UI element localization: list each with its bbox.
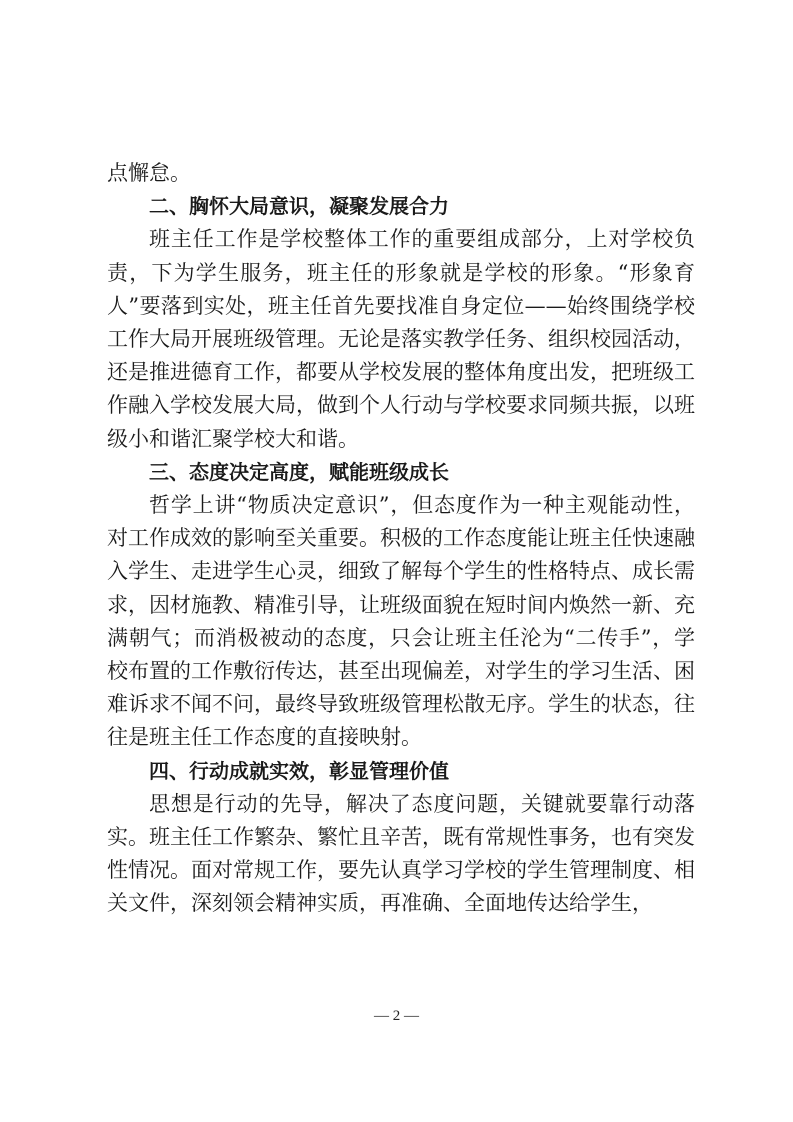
section-heading: 二、胸怀大局意识，凝聚发展合力 xyxy=(149,194,449,219)
document-body xyxy=(107,157,695,921)
section-paragraph: 班主任工作是学校整体工作的重要组成部分，上对学校负责，下为学生服务，班主任的形象就是学校的形象。“形象育人”要落到实处，班主任首先要找准自身定位——始终围绕学校工作大局开展班级管理。无论是落实教学任务、组织校园活动，还是推进德育工作，都要从学校发展的整体角度出发，把班级工作融入学校发展大局，做到个人行动与学校要求同频共振，以班级小和谐汇聚学校大和谐。 xyxy=(107,227,695,451)
section-heading: 三、态度决定高度，赋能班级成长 xyxy=(149,459,449,484)
section-heading: 四、行动成就实效，彰显管理价值 xyxy=(149,758,449,783)
section-paragraph: 思想是行动的先导，解决了态度问题，关键就要靠行动落实。班主任工作繁杂、繁忙且辛苦，既有常规性事务，也有突发性情况。面对常规工作，要先认真学习学校的学生管理制度、相关文件，深刻领会精神实质，再准确、全面地传达给学生， xyxy=(107,791,695,916)
section-paragraph: 哲学上讲“物质决定意识”，但态度作为一种主观能动性，对工作成效的影响至关重要。积极的工作态度能让班主任快速融入学生、走进学生心灵，细致了解每个学生的性格特点、成长需求，因材施教、精准引导，让班级面貌在短时间内焕然一新、充满朝气；而消极被动的态度，只会让班主任沦为“二传手”，学校布置的工作敷衍传达，甚至出现偏差，对学生的学习生活、困难诉求不闻不问，最终导致班级管理松散无序。学生的状态，往往是班主任工作态度的直接映射。 xyxy=(107,493,695,750)
continuation-paragraph: 点懈怠。 xyxy=(107,161,191,185)
page-number: — 2 — xyxy=(374,1008,419,1024)
